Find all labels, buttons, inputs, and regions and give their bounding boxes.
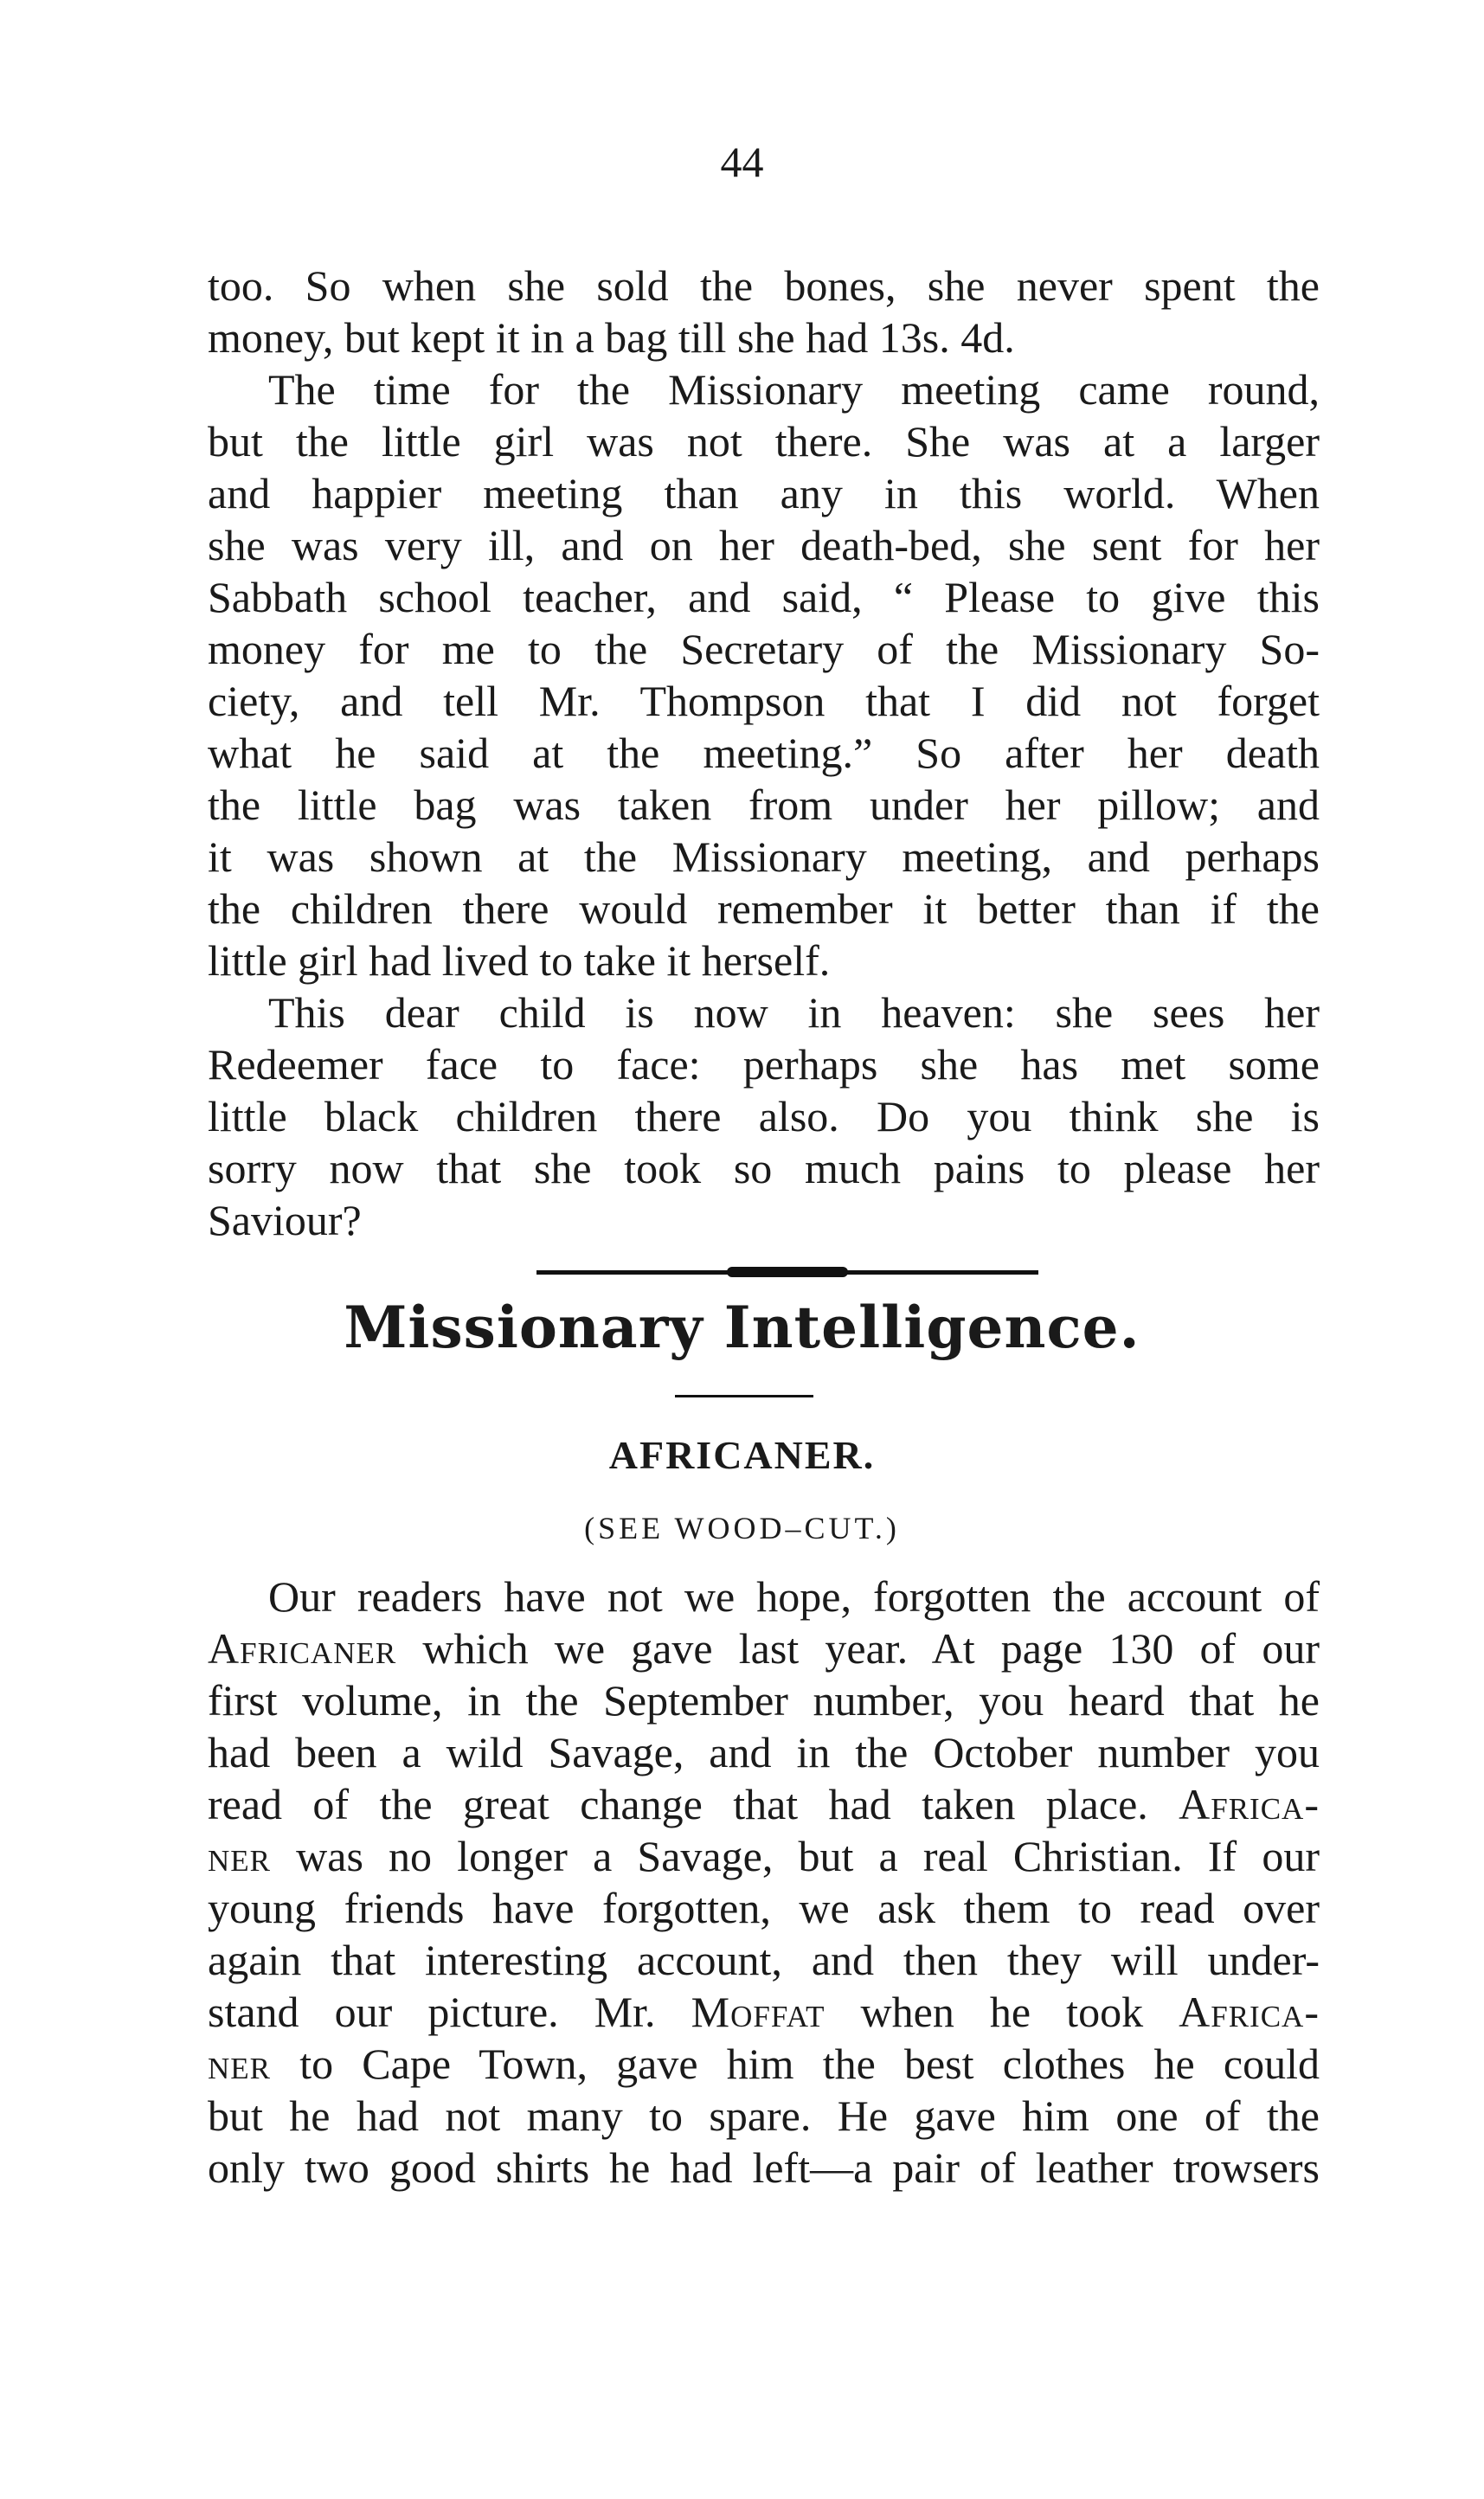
- text-line: again that interesting account, and then they will under-: [208, 1936, 1320, 1984]
- article-text: [208, 1571, 1320, 2194]
- text-line: but he had not many to spare. He gave him one of the: [208, 2091, 1320, 2140]
- text-line: read of the great change that had taken place. Africa-: [208, 1780, 1320, 1828]
- section-title: Missionary Intelligence.: [344, 1294, 1140, 1361]
- story-text: [208, 260, 1320, 1246]
- ornamental-rule-center: [727, 1267, 848, 1277]
- name-africaner: Africa-: [1179, 1780, 1320, 1828]
- name-africaner: ner: [208, 2040, 271, 2088]
- text-line: ciety, and tell Mr. Thompson that I did not forget: [208, 677, 1320, 725]
- text-line: too. So when she sold the bones, she never spent the: [208, 261, 1320, 310]
- text-line: sorry now that she took so much pains to please her: [208, 1144, 1320, 1192]
- text-line: little black children there also. Do you think she is: [208, 1092, 1320, 1140]
- text-line: stand our picture. Mr. Moffat when he took Africa-: [208, 1988, 1320, 2036]
- name-africaner: Africaner: [208, 1624, 397, 1673]
- text-line: Sabbath school teacher, and said, “ Please to give this: [208, 573, 1320, 621]
- text-line: The time for the Missionary meeting came round,: [268, 365, 1320, 414]
- text-line: the children there would remember it better than if the: [208, 884, 1320, 933]
- name-africaner: ner: [208, 1832, 271, 1880]
- text-line: had been a wild Savage, and in the October number you: [208, 1728, 1320, 1776]
- text-line: what he said at the meeting.” So after her death: [208, 729, 1320, 777]
- text-line: Saviour?: [208, 1196, 362, 1244]
- article-subheading: (SEE WOOD–CUT.): [584, 1511, 900, 1545]
- text-line: only two good shirts he had left—a pair of leather trowsers: [208, 2143, 1320, 2192]
- text-line: little girl had lived to take it herself.: [208, 936, 831, 985]
- text-line: and happier meeting than any in this world. When: [208, 469, 1320, 517]
- text-line: Africaner which we gave last year. At page 130 of our: [208, 1624, 1320, 1673]
- text-line: but the little girl was not there. She was at a larger: [208, 417, 1320, 466]
- text-line: it was shown at the Missionary meeting, and perhaps: [208, 832, 1320, 881]
- article-heading: AFRICANER.: [608, 1433, 876, 1477]
- text-line: money for me to the Secretary of the Missionary So-: [208, 625, 1320, 673]
- name-africaner: Africa-: [1179, 1988, 1320, 2036]
- short-rule: [675, 1395, 813, 1397]
- text-line: the little bag was taken from under her pillow; and: [208, 781, 1320, 829]
- text-line: ner to Cape Town, gave him the best clothes he could: [208, 2040, 1320, 2088]
- text-line: she was very ill, and on her death-bed, she sent for her: [208, 521, 1320, 569]
- page-number: 44: [720, 138, 764, 186]
- text-line: young friends have forgotten, we ask them to read over: [208, 1884, 1320, 1932]
- text-line: ner was no longer a Savage, but a real Christian. If our: [208, 1832, 1320, 1880]
- text-line: This dear child is now in heaven: she sees her: [268, 988, 1320, 1037]
- text-line: money, but kept it in a bag till she had 13s. 4d.: [208, 313, 1015, 362]
- text-line: Redeemer face to face: perhaps she has met some: [208, 1040, 1320, 1089]
- text-line: first volume, in the September number, you heard that he: [208, 1676, 1320, 1725]
- name-moffat: Moffat: [691, 1988, 826, 2036]
- text-line: Our readers have not we hope, forgotten the account of: [268, 1572, 1320, 1621]
